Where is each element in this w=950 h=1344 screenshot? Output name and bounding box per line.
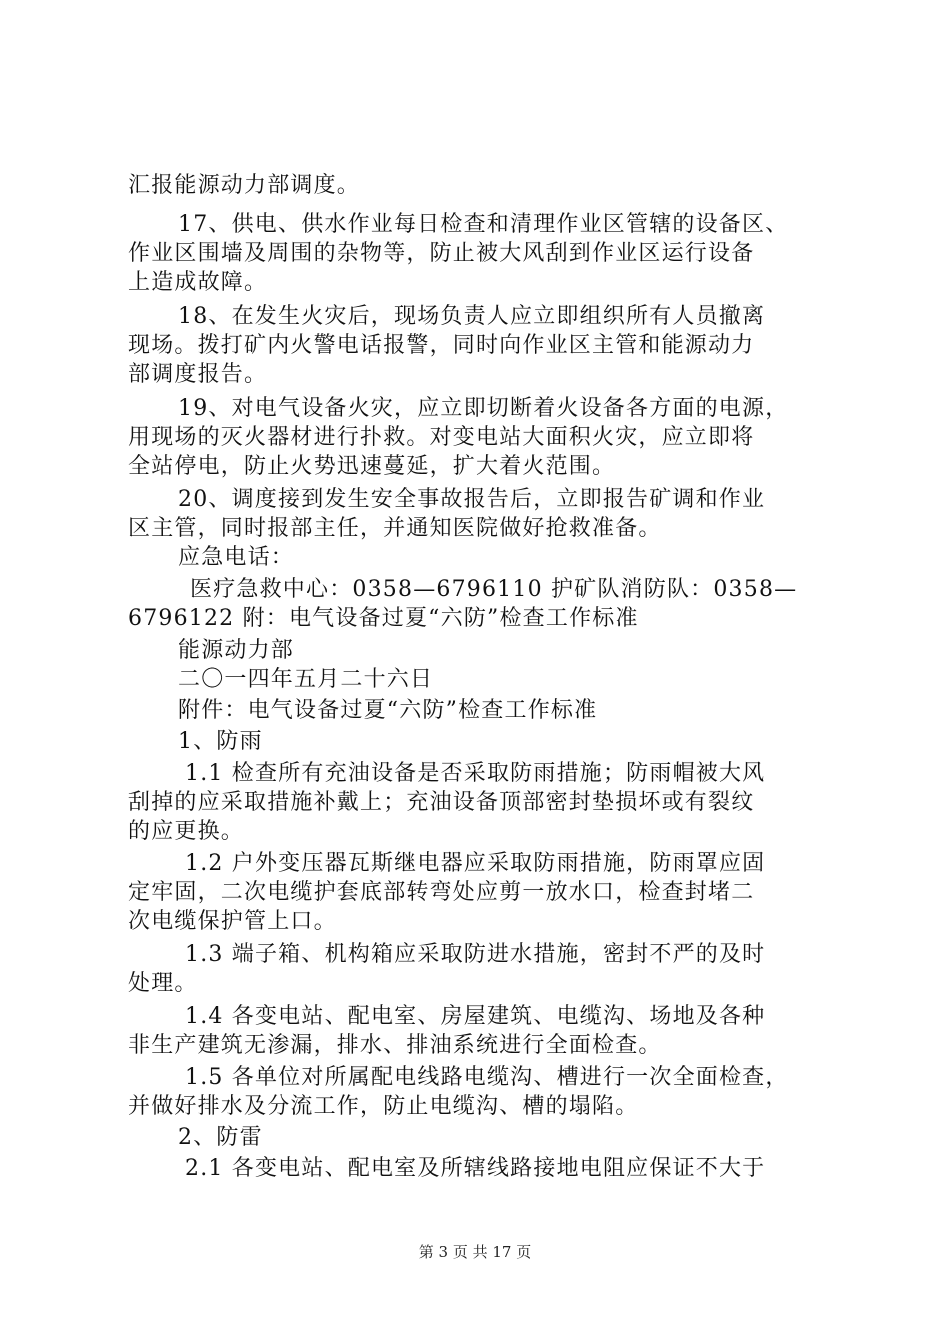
text-line: 的应更换。: [128, 819, 245, 844]
text-line: 刮掉的应采取措施补戴上；充油设备顶部密封垫损坏或有裂纹: [128, 790, 755, 815]
text-line: 附件：电气设备过夏“六防”检查工作标准: [178, 698, 598, 723]
text-line: 区主管，同时报部主任，并通知医院做好抢救准备。: [128, 516, 662, 541]
page-footer: 第 3 页 共 17 页: [418, 1243, 532, 1261]
text-line: 部调度报告。: [128, 362, 268, 387]
text-line: 次电缆保护管上口。: [128, 909, 337, 934]
text-line: 非生产建筑无渗漏，排水、排油系统进行全面检查。: [128, 1033, 662, 1058]
text-line: 1.5 各单位对所属配电线路电缆沟、槽进行一次全面检查，: [185, 1065, 789, 1090]
text-line: 2、防雷: [178, 1125, 263, 1150]
text-line: 1.2 户外变压器瓦斯继电器应采取防雨措施，防雨罩应固: [185, 851, 766, 876]
text-line: 用现场的灭火器材进行扑救。对变电站大面积火灾，应立即将: [128, 425, 755, 450]
text-line: 1.3 端子箱、机构箱应采取防进水措施，密封不严的及时: [185, 942, 766, 967]
text-line: 19、对电气设备火灾，应立即切断着火设备各方面的电源，: [178, 396, 789, 421]
text-line: 1.4 各变电站、配电室、房屋建筑、电缆沟、场地及各种: [185, 1004, 766, 1029]
text-line: 2.1 各变电站、配电室及所辖线路接地电阻应保证不大于: [185, 1156, 766, 1181]
text-line: 定牢固，二次电缆护套底部转弯处应剪一放水口，检查封堵二: [128, 880, 755, 905]
text-line: 上造成故障。: [128, 270, 268, 295]
text-line: 17、供电、供水作业每日检查和清理作业区管辖的设备区、: [178, 212, 789, 237]
text-line: 1、防雨: [178, 729, 263, 754]
text-line: 医疗急救中心：0358—6796110 护矿队消防队：0358—: [190, 577, 798, 602]
text-line: 并做好排水及分流工作，防止电缆沟、槽的塌陷。: [128, 1094, 639, 1119]
text-line: 6796122 附：电气设备过夏“六防”检查工作标准: [128, 606, 639, 631]
text-line: 能源动力部: [178, 638, 295, 663]
text-line: 现场。拨打矿内火警电话报警，同时向作业区主管和能源动力: [128, 333, 755, 358]
text-line: 二〇一四年五月二十六日: [178, 667, 434, 692]
text-line: 全站停电，防止火势迅速蔓延，扩大着火范围。: [128, 454, 616, 479]
text-line: 应急电话：: [178, 545, 295, 570]
text-line: 20、调度接到发生安全事故报告后，立即报告矿调和作业: [178, 487, 766, 512]
text-line: 18、在发生火灾后，现场负责人应立即组织所有人员撤离: [178, 304, 766, 329]
text-line: 1.1 检查所有充油设备是否采取防雨措施；防雨帽被大风: [185, 761, 766, 786]
text-line: 处理。: [128, 971, 198, 996]
text-line: 作业区围墙及周围的杂物等，防止被大风刮到作业区运行设备: [128, 241, 755, 266]
text-line: 汇报能源动力部调度。: [128, 173, 361, 198]
